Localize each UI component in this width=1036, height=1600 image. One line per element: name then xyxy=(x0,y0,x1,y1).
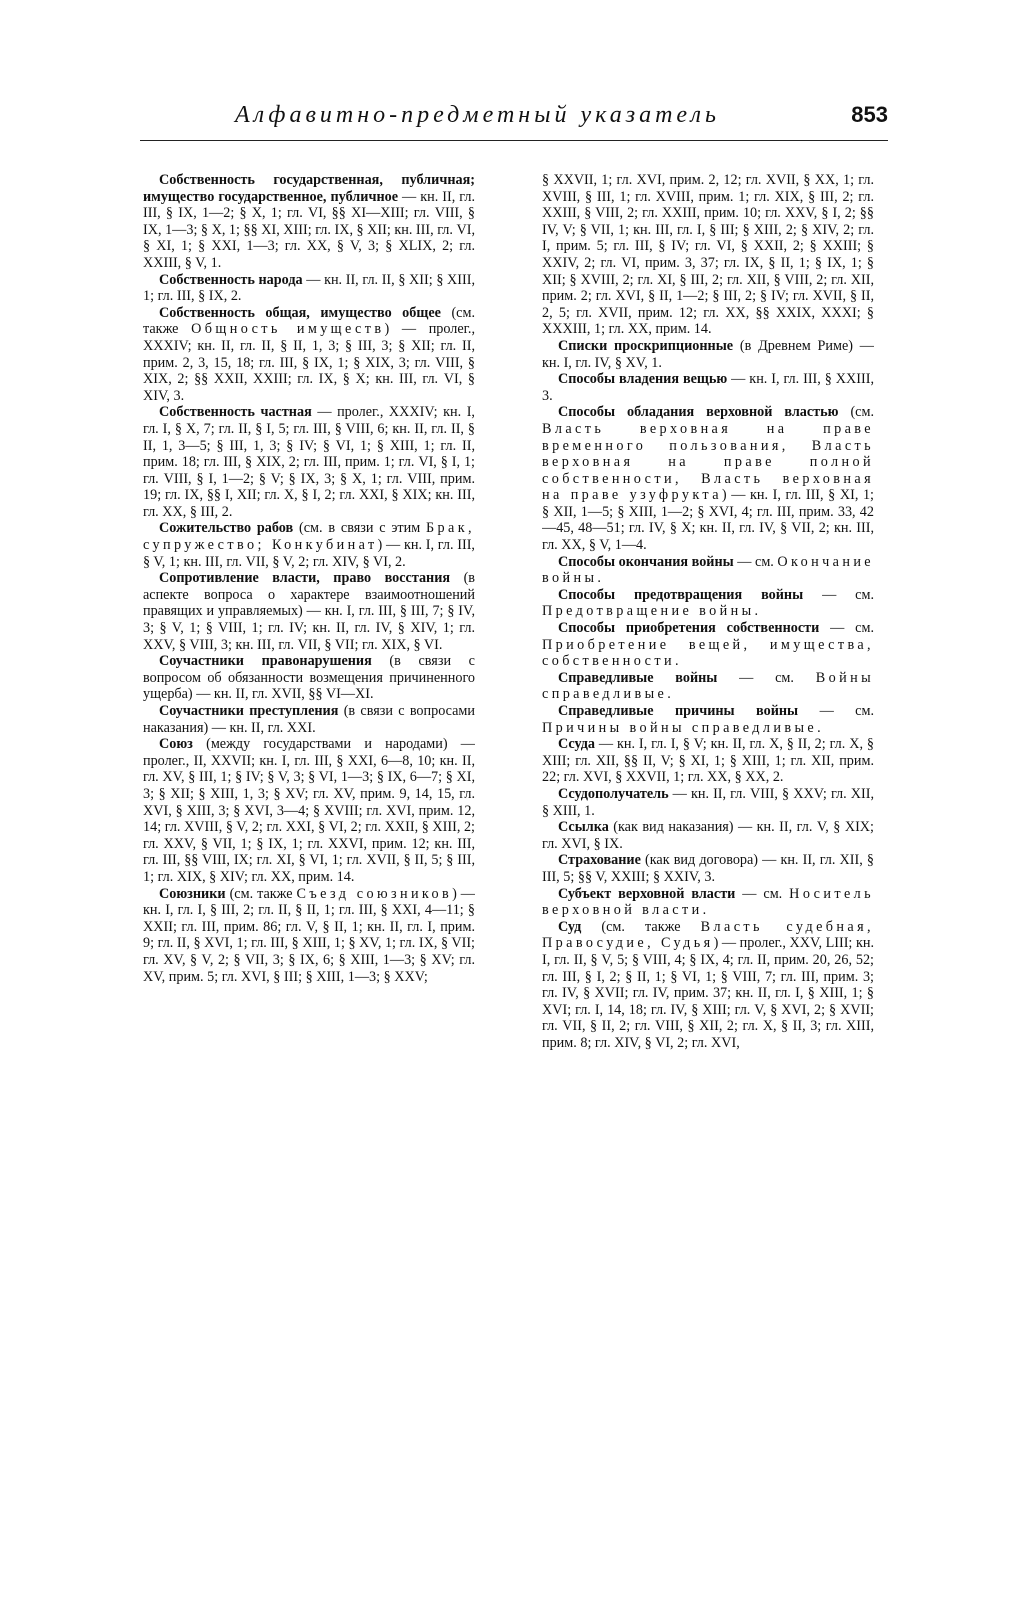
entry-references: (в Древнем Риме) — кн. I, гл. IV, § XV, 1. xyxy=(542,337,874,371)
index-entry xyxy=(542,371,874,404)
entry-heading: Собственность общая, имущество общее xyxy=(159,304,441,321)
index-entry xyxy=(143,570,475,653)
entry-heading: Способы окончания войны xyxy=(558,553,734,570)
cross-reference: Окончание войны xyxy=(542,553,874,587)
index-entry xyxy=(542,620,874,670)
cross-reference: Предотвращение войны xyxy=(542,603,755,620)
index-entry xyxy=(143,653,475,703)
entry-heading: Соучастники правонарушения xyxy=(159,653,372,670)
entry-references: (см. также xyxy=(581,918,701,935)
cross-reference: Общность имуществ xyxy=(191,321,385,338)
running-header xyxy=(140,96,888,141)
entry-references: . xyxy=(597,570,601,587)
index-entry xyxy=(542,786,874,819)
entry-references: . xyxy=(667,686,671,703)
index-entry xyxy=(542,736,874,786)
entry-heading: Союз xyxy=(159,736,193,753)
entry-heading: Способы обладания верховной властью xyxy=(558,404,839,421)
entry-heading: Ссуда xyxy=(558,736,595,753)
entry-heading: Субъект верховной власти xyxy=(558,885,736,902)
cross-reference: Брак, супружество; Конкубинат xyxy=(143,520,475,554)
index-entry xyxy=(143,404,475,520)
header-title: Алфавитно-предметный указатель xyxy=(235,102,720,128)
entry-heading: Ссудополучатель xyxy=(558,785,669,802)
entry-references: (в связи с вопросом об обязанности возмещения причиненного ущерба) — кн. II, гл. XVII, §§ VI—XI. xyxy=(143,653,475,703)
index-column-right xyxy=(542,172,874,1482)
entry-heading: Способы владения вещью xyxy=(558,371,728,388)
entry-references: (см. также xyxy=(225,885,297,902)
cross-reference: Приобретение вещей, имущества, собственности xyxy=(542,636,874,670)
entry-references: — см. xyxy=(819,620,874,637)
entry-references: ) — кн. I, гл. III, § XI, 1; § XII, 1—5; § XIII, 1—2; § XVI, 4; гл. III, прим. 33, 42—45, 48—51; гл. IV, § X; кн. II, гл. IV, § VII, 2; кн. III, гл. XX, § V, 1—4. xyxy=(542,487,874,554)
entry-heading: Сопротивление власти, право восстания xyxy=(159,570,451,587)
entry-references: (см. xyxy=(838,404,874,421)
entry-references: — см. xyxy=(803,586,874,603)
entry-references: (как вид наказания) — кн. II, гл. V, § XIX; гл. XVI, § IX. xyxy=(542,819,874,852)
entry-heading: Списки проскрипционные xyxy=(558,337,734,354)
index-entry xyxy=(542,852,874,885)
entry-heading: Суд xyxy=(558,918,582,935)
index-entry xyxy=(542,703,874,736)
index-entry xyxy=(143,272,475,305)
entry-continuation: § XXVII, 1; гл. XVI, прим. 2, 12; гл. XVII, § XX, 1; гл. XVIII, § III, 1; гл. XVIII, прим. 1; гл. XIX, § III, 2; гл. XXIII, § VIII, 2; гл. XXIII, прим. 10; гл. XXV, § I, 2; §§ IV, V; § VII, 1; кн. III, гл. I, § III; § XIII, 2; § XIV, 2; гл. I, прим. 5; гл. III, § IV; гл. VI, § XXII, 2; § XXIII; § XXIV, 2; гл. VI, прим. 3, 37; гл. IX, § II, 1; § IX, 1; § XII; § XVIII, 2; гл. XI, § III, 2; гл. XII, § VIII, 2; гл. XII, прим. 2; гл. XVI, § II, 1—2; § III, 2; § IV; гл. XVII, § II, 2, 5; гл. XVII, прим. 12; гл. XX, §§ XXIX, XXXI; § XXXIII, 1; гл. XX, прим. 14. xyxy=(542,172,874,338)
entry-references: — см. xyxy=(798,703,874,719)
entry-references: — см. xyxy=(735,885,790,902)
entry-heading: Страхование xyxy=(558,852,641,869)
entry-heading: Сожительство рабов xyxy=(159,520,294,537)
cross-reference: Причины войны справедливые xyxy=(542,719,818,736)
entry-references: . xyxy=(674,653,679,670)
index-column-left xyxy=(143,172,475,1482)
entry-references: . xyxy=(754,603,759,620)
entry-heading: Собственность государственная, публичная; имущество государственное, публичное xyxy=(143,172,475,205)
entry-references: (в аспекте вопроса о характере взаимоотношений правящих и управляемых) — кн. I, гл. III, § III, 7; § IV, 3; § V, 1; § VIII, 1; гл. IV; кн. II, гл. IV, § XIV, 1; гл. XXV, § VIII, 3; кн. III, гл. VII, § VII; гл. XIX, § VI. xyxy=(143,570,475,653)
entry-references: (как вид договора) — кн. II, гл. XII, § III, 5; §§ V, XXIII; § XXIV, 3. xyxy=(542,852,874,885)
index-entry xyxy=(542,587,874,620)
entry-heading: Ссылка xyxy=(558,819,609,836)
entry-references: . xyxy=(817,719,821,736)
index-entry xyxy=(542,338,874,371)
cross-reference: Войны справедливые xyxy=(542,669,874,703)
entry-references: — кн. I, гл. III, § XXIII, 3. xyxy=(542,371,874,404)
index-entry xyxy=(143,703,475,736)
index-entry xyxy=(542,404,874,553)
entry-references: ) — кн. I, гл. I, § III, 2; гл. II, § II, 1; гл. III, § XXI, 4—11; § XXII; гл. III, прим. 86; гл. V, § II, 1; кн. II, гл. I, прим. 9; гл. II, § XVI, 1; гл. III, § XIII, 1; § XV, 1; гл. IX, § VII; гл. XV, § V, 2; § VII, 3; § IX, 6; § XIII, 1—3; § XV; гл. XV, прим. 5; гл. XVI, § III; § XIII, 1—3; § XXV; xyxy=(143,885,475,985)
entry-references: — кн. II, гл. III, § IX, 1—2; § X, 1; гл. VI, §§ XI—XIII; гл. VIII, § IX, 1—3; § X, 1; §§ XI, XIII; гл. IX, § XII; кн. III, гл. VI, § XI, 1; § XXI, 1—3; гл. XX, § V, 3; § XLIX, 2; гл. XXIII, § V, 1. xyxy=(143,188,475,271)
index-entry xyxy=(542,670,874,703)
entry-references: — см. xyxy=(717,669,816,686)
page-number: 853 xyxy=(851,102,888,127)
index-entry xyxy=(542,554,874,587)
entry-heading: Собственность народа xyxy=(159,271,303,288)
index-entry xyxy=(143,520,475,570)
cross-reference: Съезд союзников xyxy=(296,885,453,902)
entry-heading: Союзники xyxy=(159,885,226,902)
entry-references: . xyxy=(702,902,707,919)
entry-references: — см. xyxy=(733,553,778,570)
entry-references: (см. также xyxy=(143,304,475,338)
entry-references: — кн. II, гл. VIII, § XXV; гл. XII, § XIII, 1. xyxy=(542,785,874,819)
entry-references: ) — пролег., XXV, LIII; кн. I, гл. II, § V, 5; § VIII, 4; § IX, 4; гл. II, прим. 20, 26, 52; гл. III, § I, 2; § II, 1; § VI, 1; § VIII, 7; гл. III, прим. 3; гл. IV, § XVII; гл. IV, прим. 37; кн. II, гл. I, § XIII, 1; § XVI; гл. I, 14, 18; гл. IV, § XIII; гл. V, § XVI, 2; § XVII; гл. VII, § II, 2; гл. VIII, § XII, 2; гл. X, § II, 3; гл. XIII, прим. 8; гл. XIV, § VI, 2; гл. XVI, xyxy=(542,935,874,1051)
index-entry xyxy=(542,886,874,919)
entry-heading: Справедливые причины войны xyxy=(558,703,799,719)
entry-references: (в связи с вопросами наказания) — кн. II, гл. XXI. xyxy=(143,703,475,736)
cross-reference: Носитель верховной власти xyxy=(542,885,874,919)
entry-references: ) — кн. I, гл. III, § V, 1; кн. III, гл. VII, § V, 2; гл. XIV, § VI, 2. xyxy=(143,537,475,570)
entry-references: ) — пролег., XXXIV; кн. II, гл. II, § II, 1, 3; § III, 3; § XII; гл. II, прим. 2, 3, 15, 18; гл. III, § IX, 1; § XIX, 3; гл. VIII, § XIX, 2; §§ XXII, XXIII; гл. IX, § X; кн. III, гл. VI, § XIV, 3. xyxy=(143,321,475,404)
entry-references: (см. в связи с этим xyxy=(293,520,427,537)
index-entry xyxy=(542,172,874,338)
entry-references: — пролег., XXXIV; кн. I, гл. I, § X, 7; гл. II, § I, 5; гл. III, § VIII, 6; кн. II, гл. II, § II, 1, 3—5; § III, 1, 3; § IV; § VI, 1; § XIII, 1; гл. II, прим. 18; гл. III, § XIX, 2; гл. III, прим. 1; гл. VI, § I, 1; гл. VIII, § I, 1—2; § V; § IX, 3; § X, 1; гл. VIII, прим. 19; гл. IX, §§ I, XII; гл. X, § I, 2; гл. XXI, § XIX; кн. III, гл. XX, § III, 2. xyxy=(143,404,475,520)
entry-references: — кн. II, гл. II, § XII; § XIII, 1; гл. III, § IX, 2. xyxy=(143,271,475,305)
entry-references: — кн. I, гл. I, § V; кн. II, гл. X, § II, 2; гл. X, § XIII; гл. XII, §§ II, V; § XI, 1; § XIII, 1; гл. XII, прим. 22; гл. XVI, § XXVII, 1; гл. XX, § XX, 2. xyxy=(542,736,874,786)
index-entry xyxy=(542,819,874,852)
entry-heading: Способы приобретения собственности xyxy=(558,620,820,637)
entry-heading: Соучастники преступления xyxy=(159,703,339,719)
entry-references: (между государствами и народами) — пролег., II, XXVII; кн. I, гл. III, § XXI, 6—8, 10; кн. II, гл. XV, § III, 1; § IV; § V, 3; § VI, 1—3; § IX, 6—7; § XI, 3; § XII; § XIII, 1, 3; § XV; гл. XV, прим. 9, 14, 15, гл. XVI, § XIII, 3; § XVI, 3—4; § XVIII; гл. XVI, прим. 12, 14; гл. XVIII, § V, 2; гл. XXI, § VI, 2; гл. XXII, § XIII, 2; гл. XXV, § VII, 1; § IX, 1; гл. XXVI, прим. 12; кн. III, гл. III, §§ VIII, IX; гл. XI, § VI, 1; гл. XVII, § II, 5; § III, 1; гл. XIX, § XIV; гл. XX, прим. 14. xyxy=(143,736,475,885)
index-entry xyxy=(143,736,475,885)
entry-heading: Способы предотвращения войны xyxy=(558,586,804,603)
cross-reference: Власть верховная на праве временного пользования, Власть верховная на праве полной собственности, Власть верховная на праве узуфрукта xyxy=(542,420,874,504)
entry-heading: Собственность частная xyxy=(159,404,312,421)
cross-reference: Власть судебная, Правосудие, Судья xyxy=(542,918,874,952)
entry-heading: Справедливые войны xyxy=(558,669,718,686)
index-entry xyxy=(143,886,475,986)
index-entry xyxy=(143,305,475,405)
index-entry xyxy=(542,919,874,1052)
index-entry xyxy=(143,172,475,272)
